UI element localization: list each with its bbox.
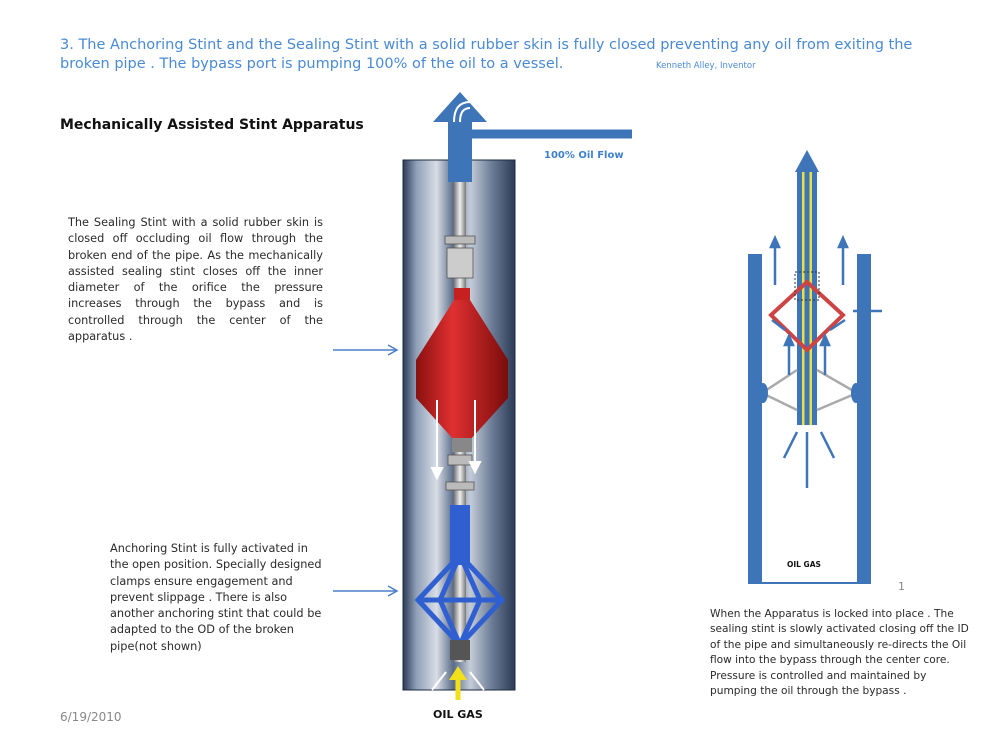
- diagram-title: Mechanically Assisted Stint Apparatus: [60, 117, 364, 133]
- oil-gas-label-main: OIL GAS: [433, 708, 483, 721]
- page-number: 1: [898, 580, 905, 593]
- anchor-base: [450, 640, 470, 660]
- callout-arrow-anchoring: [333, 586, 397, 596]
- locked-apparatus-description: When the Apparatus is locked into place . The sealing stint is slowly activated closing off the ID of the pipe and simultaneously re-directs the Oil flow into the bypass through the center core. Pressure is controlled and maintained by pumping the oil through the bypass .: [710, 608, 969, 698]
- callout-arrow-sealing: [333, 345, 397, 355]
- inventor-credit: Kenneth Alley, Inventor: [655, 61, 756, 71]
- oil-flow-label: 100% Oil Flow: [544, 150, 624, 161]
- anchoring-stint-description: Anchoring Stint is fully activated in the open position. Specially designed clamps ensure engagement and prevent slippage . There is also another anchoring stint that could be adapted to the OD of the broken pipe(not shown): [110, 542, 322, 653]
- oil-gas-label-schematic: OIL GAS: [787, 560, 821, 569]
- bypass-outlet-arrow: [433, 92, 632, 182]
- sealing-stint-description: The Sealing Stint with a solid rubber skin is closed off occluding oil flow through the broken end of the pipe. As the mechanically assisted sealing stint closes off the inner diameter of the orifice the pressure increases through the bypass and is controlled through the center of the apparatus .: [68, 216, 323, 344]
- heading-text: 3. The Anchoring Stint and the Sealing Stint with a solid rubber skin is fully closed preventing any oil from exiting the broken pipe . The bypass port is pumping 100% of the oil to a vessel.: [60, 37, 913, 72]
- slide-date: 6/19/2010: [60, 710, 122, 724]
